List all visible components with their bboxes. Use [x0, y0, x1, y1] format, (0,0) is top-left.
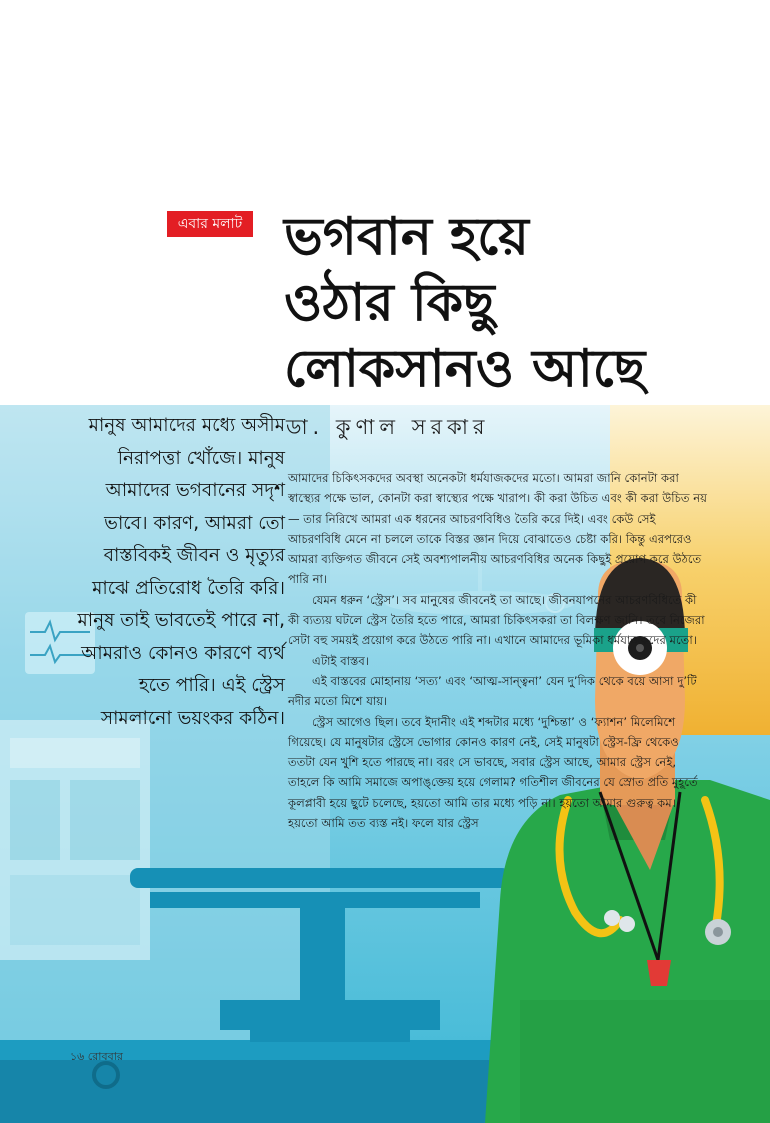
page-footer: ১৬ রোববার	[70, 1050, 123, 1063]
article-body	[288, 468, 708, 833]
author-byline: ডা. কুণাল সরকার	[286, 415, 490, 439]
title-line-1: ভগবান হয়ে	[284, 207, 529, 267]
body-paragraph: এই বাস্তবের মোহানায় ‘সত্য’ এবং ‘আত্ম-সান্ত্বনা’ যেন দু’দিক থেকে বয়ে আসা দু’টি নদীর মতো মিশে যায়।	[288, 673, 697, 709]
title-line-2: ওঠার কিছু	[284, 273, 495, 333]
body-paragraph: যেমন ধরুন ‘স্ট্রেস’। সব মানুষের জীবনেই তা আছে। জীবনযাপনের আচরণবিধিতে কী কী ব্যত্যয় ঘটলে স্ট্রেস তৈরি হতে পারে, আমরা চিকিৎসকরা তা বিলক্ষণ জানি। তবে নিজেরা সেটা বহু সময়ই প্রয়োগ করে উঠতে পারি না। এখানে আমাদের ভূমিকা ধর্মযাজকদের মতো।	[288, 592, 705, 648]
body-paragraph: স্ট্রেস আগেও ছিল। তবে ইদানীং এই শব্দটার মধ্যে ‘দুশ্চিন্তা’ ও ‘ফ্যাশন’ মিলেমিশে গিয়েছে। যে মানুষটার স্ট্রেসে ভোগার কোনও কারণ নেই, সেই মানুষটা স্ট্রেস-ফ্রি থেকেও ততটা যেন খুশি হতে পারছে না। বরং সে ভাবছে, সবার স্ট্রেস আছে, আমার স্ট্রেস নেই, তাহলে কি আমি সমাজে অপাঙ্‌ক্তেয় হয়ে গেলাম? গতিশীল জীবনের যে স্রোত প্রতি মুহূর্তে কূলপ্লাবী হয়ে ছুটে চলেছে, হয়তো আমি তার মধ্যে পড়ি না। হয়তো আমার গুরুত্ব কম। হয়তো আমি তত ব্যস্ত নই। ফলে যার স্ট্রেস	[288, 714, 698, 831]
title-line-3: লোকসানও আছে	[284, 339, 646, 399]
section-tag: এবার মলাট	[167, 211, 253, 237]
pull-quote: মানুষ আমাদের মধ্যে অসীম নিরাপত্তা খোঁজে। মানুষ আমাদের ভগবানের সদৃশ ভাবে। কারণ, আমরা তো বাস্তবিকই জীবন ও মৃত্যুর মাঝে প্রতিরোধ তৈরি করি। মানুষ তাই ভাবতেই পারে না, আমরাও কোনও কারণে ব্যর্থ হতে পারি। এই স্ট্রেস সামলানো ভয়ংকর কঠিন।	[77, 415, 285, 729]
body-paragraph: এটাই বাস্তব।	[312, 653, 369, 668]
body-paragraph: আমাদের চিকিৎসকদের অবস্থা অনেকটা ধর্মযাজকদের মতো। আমরা জানি কোনটা করা স্বাস্থ্যের পক্ষে ভাল, কোনটা করা স্বাস্থ্যের পক্ষে খারাপ। কী করা উচিত এবং কী করা উচিত নয়— তার নিরিখে আমরা এক ধরনের আচরণবিধিও তৈরি করে দিই। এবং কেউ সেই আচরণবিধি মেনে না চললে তাকে বিস্তর জ্ঞান দিয়ে বোঝাতেও চেষ্টা করি। কিন্তু এরপরেও আমরা ব্যক্তিগত জীবনে সেই অবশ্যপালনীয় আচরণবিধির অনেক কিছুই প্রয়োগ করে উঠতে পারি না।	[288, 471, 707, 587]
article-title	[284, 204, 754, 402]
